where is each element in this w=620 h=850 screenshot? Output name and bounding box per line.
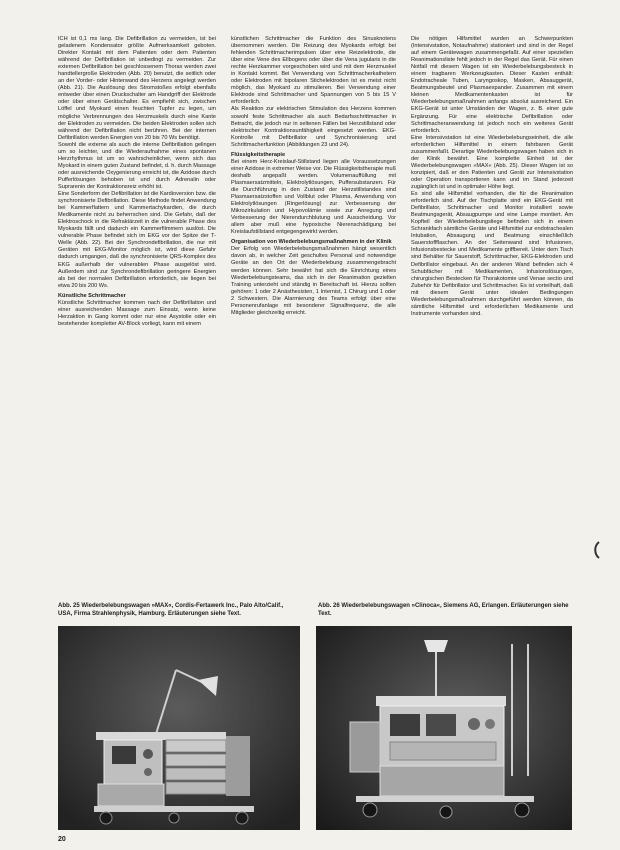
section-heading: Künstliche Schrittmacher [58, 292, 126, 299]
paragraph: Es sind alle Hilfsmittel vorhanden, die für die Reanimation erforderlich sind. Auf der Tischplatte sind ein EKG-Gerät mit Defibrillator, Schrittmacher und Monitor installiert sowie Beatmungsgerät, Absaugpumpe und eine Lampe montiert. Am Kopfteil der Wiederbelebungsliege befinden sich in einem Schrankfach sämtliche Geräte und Hilfsmittel zur endotrachealen Intubation, Absaugung und Beatmung einschließlich Sauerstoffflaschen. An der Seitenwand sind Infusionen, Infusionsbestecke und Medikamente griffbereit. Unter dem Tisch sind Behälter für Sauerstoff, Schrittmacher, EKG-Elektroden und Defibrillator eingebaut. An der anderen Wand befinden sich 4 Schubfächer mit Medikamenten, Infusionslösungen, chirurgischen Bestecken für Thorakotomie und Venae sectio und Zubehör für Defibrillator und Schrittmacher. Es ist vorteilhaft, daß mit diesem Gerät unter idealen Bedingungen Wiederbelebungsmaßnahmen durchgeführt werden können, da sämtliche Hilfsmittel und erforderlichen Medikamente und Instrumente vorhanden sind. [411, 191, 573, 317]
page-number: 20 [58, 836, 66, 843]
figure-25-photo [58, 626, 300, 830]
binding-hole-mark [593, 540, 603, 565]
text-column-1 [58, 36, 216, 596]
paragraph: Eine Sonderform der Defibrillation ist die Kardioversion bzw. die synchronisierte Defibrillation. Diese Methode findet Anwendung bei Kammerflattern und Kammertachykardien, die durch Medikamente nicht zu beherrschen sind. Die Gefahr, daß der Elektroschock in die Refraktärzeit in die vulnerable Phase des Myokards fällt und dadurch ein Kammerflimmern auslöst. Die vulnerable Phase befindet sich im EKG vor der Spitze der T-Welle (Abb. 22). Bei der Synchrondefibrillation, die nur mit Geräten mit EKG-Monitor möglich ist, wird diese Gefahr dadurch umgangen, daß die synchronisierte QRS-Komplex des EKG außerhalb der vulnerablen Phase ausgelöst wird. Außerdem sind zur Synchrondefibrillation geringere Energien als bei der normalen Defibrillation erforderlich, sie liegen bei etwa 20 bis 200 Ws. [58, 191, 216, 289]
figure-26-photo [316, 626, 572, 830]
paragraph: ICH ist 0,1 ms lang. Die Defibrillation zu vermeiden, ist bei geladenem Kondensator größte Aufmerksamkeit geboten. Direkter Kontakt mit dem Patienten oder dem Patienten während der Defibrillation ist unbedingt zu vermeiden. Zur externen Defibrillation bei geschlossenem Thorax werden zwei handtellergroße Elektroden (Abb. 20) benutzt, die seitlich oder an der Vorder- oder Hinterwand des Herzens angelegt werden (Abb. 21). Die Auslösung des Stromstoßes erfolgt ebenfalls entweder über einen Druckschalter am Handgriff der Elektrode oder über einen Gerätschalter. Es empfiehlt sich, zwischen Löffel und Myokard einen feuchten Tupfer zu legen, um mögliche Verbrennungen des Herzmuskels durch eine Kante der Elektroden zu vermeiden. Die beiden Elektroden sollen sich während der Defibrillation nicht berühren. Bei der internen Defibrillation werden Energien von 20 bis 70 Ws benötigt. [58, 36, 216, 141]
paragraph: Die nötigen Hilfsmittel wurden an Schwerpunkten (Intensivstation, Notaufnahme) stationiert und sind in der Regel auf einem Gerätewagen zusammengefaßt. Auf einer speziellen Reanimationsliste fehlt jedoch in der Regel das Gerät. Für einen Notfall mit diesem Wagen ist ein Wiederbelebungsbesteck in einem tragbaren Werkzeugkasten. Dieser Kasten enthält: Endotracheale Tuben, Laryngoskop, Masken, Absauggerät, Beatmungsbeutel und Plasmaexpander. Zusammen mit einem kleinen Medikamentenkasten ist für Wiederbelebungsmaßnahmen anfangs absolut ausreichend. Ein EKG-Gerät ist unter Umständen der Wagen, z. B. einer gute Ergänzung. Für eine elektrische Defibrillation oder Schrittmacheranwendung ist jedoch noch ein weiteres Gerät erforderlich. [411, 36, 573, 134]
figure-25-caption: Abb. 25 Wiederbelebungswagen »MAX«, Cordis-Fertawerk Inc., Palo Alto/Calif., USA, Firma Strahlenphysik, Hamburg. Erläuterungen siehe Text. [58, 603, 284, 617]
paragraph: künstlichen Schrittmacher die Funktion des Sinusknotens übernommen werden. Die Reizung des Myokards erfolgt bei fehlenden Schrittmacherimpulsen über eine Reizelektrode, die über eine Vene des Ellbogens oder über die Vena jugularis in die rechte Herzkammer vorgeschoben wird und mit dem Herzmuskel in Kontakt kommt. Bei Verwendung von Schrittmacherkathetern oder Elektroden mit bipolaren Stichelektroden ist es meist nicht möglich, das Myokard zu stimulieren. Bei Verwendung einer Elektrode sind Schrittmacher und Spannungen von 5 bis 15 V erforderlich. [231, 36, 396, 106]
paragraph: Als Reaktion zur elektrischen Stimulation des Herzens kommen sowohl feste Schrittmacher als auch Bedarfsschrittmacher in Betracht, die jedoch nur in seltenen Fällen bei Herzstillstand oder elektrischer Kontraktionsunfähigkeit eingesetzt werden. EKG-Kontrolle mit Defibrillator und Synchronisierung und Schrittmacherfunktion (Abbildungen 23 und 24). [231, 106, 396, 148]
section-heading: Organisation von Wiederbelebungsmaßnahmen in der Klinik [231, 239, 392, 246]
paragraph: Der Erfolg von Wiederbelebungsmaßnahmen hängt wesentlich davon ab, in welcher Zeit geschultes Personal und notwendige Geräte an den Ort der Wiederbelebung zusammengebracht werden können. Sehr bewährt hat sich die Einrichtung eines Wiederbelebungsteams, das sich in der Reanimation gezielten Training unterzieht und ständig in Bereitschaft ist. Hierzu sollten gehören: 1 oder 2 Anästhesisten, 1 Internist, 1 Chirurg und 1 oder 2 Schwestern. Die Alarmierung des Teams erfolgt über eine Personenrufanlage mit besonderer Signalfrequenz, die alle Mitglieder gleichzeitig erreicht. [231, 246, 396, 316]
paragraph: Künstliche Schrittmacher kommen nach der Defibrillation und einer ausreichenden Massage zum Einsatz, wenn keine Herzaktion in Gang kommt oder nur eine Asystolie oder ein bestehender kompletter AV-Block vorliegt, kann mit einem [58, 299, 216, 327]
paragraph: Sowohl die externe als auch die interne Defibrillation gelingen um so leichter, und die Wiederaufnahme eines spontanen Herzrhythmus ist um so wahrscheinlicher, wenn sich das Myokard in einem guten Zustand befindet, d. h. durch Massage oder ausreichende Oxygenierung erreicht ist, die Azidose durch Pufferlösungen behoben ist und durch Adrenalin oder Suprarenin der Kontraktionsreiz erhöht ist. [58, 141, 216, 190]
paragraph: Bei einem Herz-Kreislauf-Stillstand liegen alle Voraussetzungen einer Azidose in extremer Weise vor. Die Flüssigkeitstherapie muß deshalb angepaßt werden. Volumenauffüllung mit Plasmaersatzmitteln, Elektrolytlösungen, Puffersubstanzen. Für die Durchführung in den Zustand der Herzstillstandes sind Plasmaersatzstoffen und Vollblut oder Plasma, Anwendung von Elektrolytlösungen (Ringerlösung) zur Verbesserung der Mikrozirkulation und Hypovolämie sowie zur Anregung und Verbesserung der Nierendurchblutung und Ausscheidung. Vor allem aber muß eine hypoxische Nierenschädigung bei Kreislaufstillstand entgegengewirkt werden. [231, 158, 396, 236]
text-column-3 [411, 36, 573, 596]
section-heading: Flüssigkeitstherapie [231, 151, 286, 158]
paragraph: Eine Intensivstation ist eine Wiederbelebungseinheit, die alle erforderlichen Hilfsmittel in einem fahrbaren Gerät zusammenfaßt. Derartige Wiederbelebungswagen haben sich in der Klinik bewährt. Eine komplette Einheit ist der Wiederbelebungswagen »MAX« (Abb. 25). Dieser Wagen ist so konzipiert, daß er den Patienten und Gerät zur Intensivstation oder Operation transportieren kann und im Stand jederzeit zugänglich ist und in optimaler Höhe liegt. [411, 134, 573, 190]
text-column-2 [231, 36, 396, 596]
figure-26-caption: Abb. 26 Wiederbelebungswagen »Clinoca«, Siemens AG, Erlangen. Erläuterungen siehe Text. [318, 603, 569, 617]
